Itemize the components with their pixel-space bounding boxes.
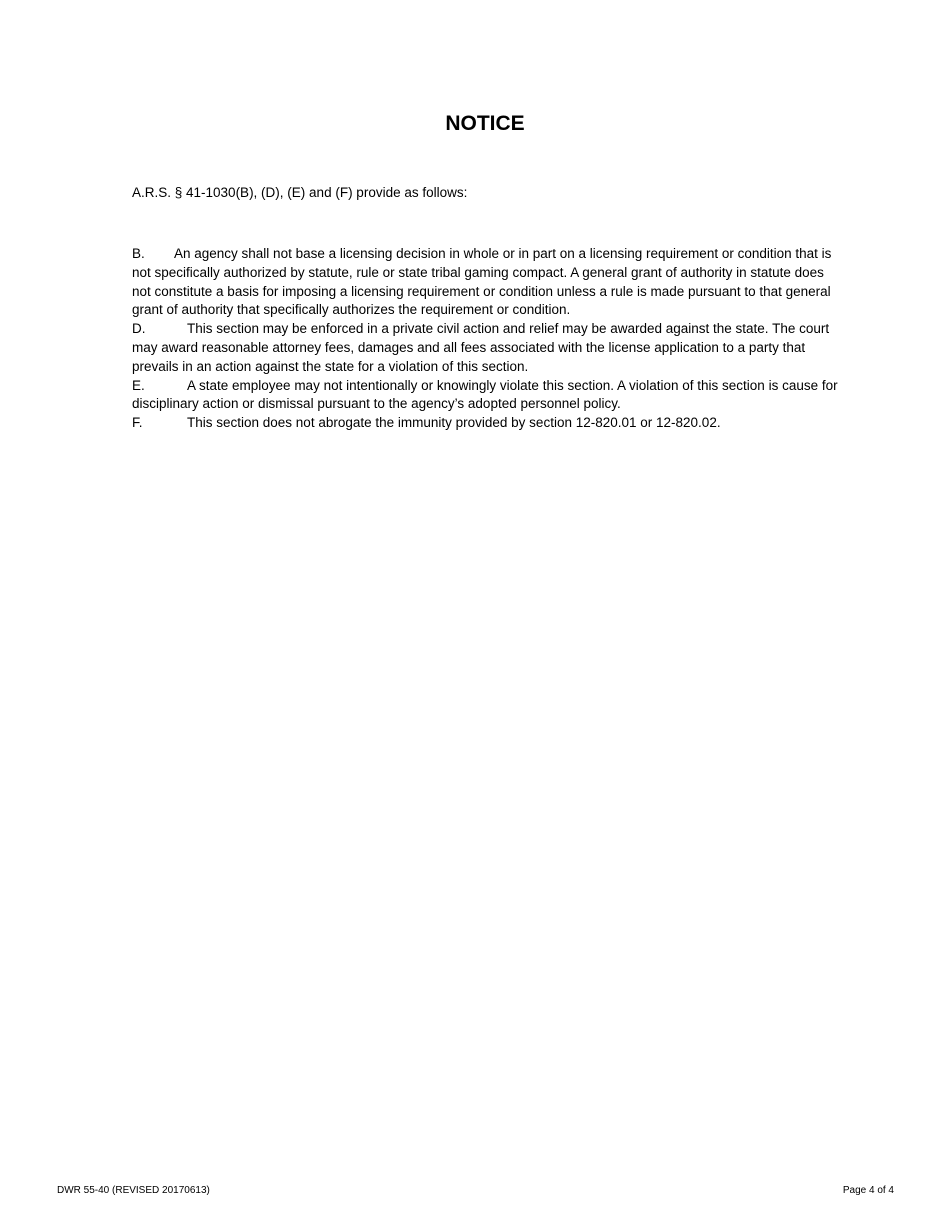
section-text: This section may be enforced in a private civil action and relief may be awarded against the state. The court may award reasonable attorney fees, damages and all fees associated with the license application to a party that prevails in an action against the state for a violation of this section. [132,321,830,374]
section-text: This section does not abrogate the immunity provided by section 12-820.01 or 12-820.02. [187,415,721,431]
section-e [132,377,842,415]
section-text: A state employee may not intentionally or knowingly violate this section. A violation of this section is cause for disciplinary action or dismissal pursuant to the agency’s adopted personnel policy. [132,377,838,412]
intro-text: A.R.S. § 41-1030(B), (D), (E) and (F) provide as follows: [132,185,468,200]
section-d [132,320,842,376]
section-text: An agency shall not base a licensing decision in whole or in part on a licensing requirement or condition that is not specifically authorized by statute, rule or state tribal gaming compact. A general grant of authority in statute does not constitute a basis for imposing a licensing requirement or condition unless a rule is made pursuant to that general grant of authority that specifically authorizes the requirement or condition. [132,246,832,318]
page-number: Page 4 of 4 [842,1185,894,1196]
section-marker: B. [132,246,145,261]
section-marker: D. [132,321,146,337]
section-b [132,245,842,320]
section-f [132,414,842,433]
section-marker: E. [132,377,145,393]
statute-sections [132,245,842,433]
page-title: NOTICE [445,112,525,135]
section-marker: F. [132,415,143,431]
form-id: DWR 55-40 (REVISED 20170613) [57,1185,210,1196]
